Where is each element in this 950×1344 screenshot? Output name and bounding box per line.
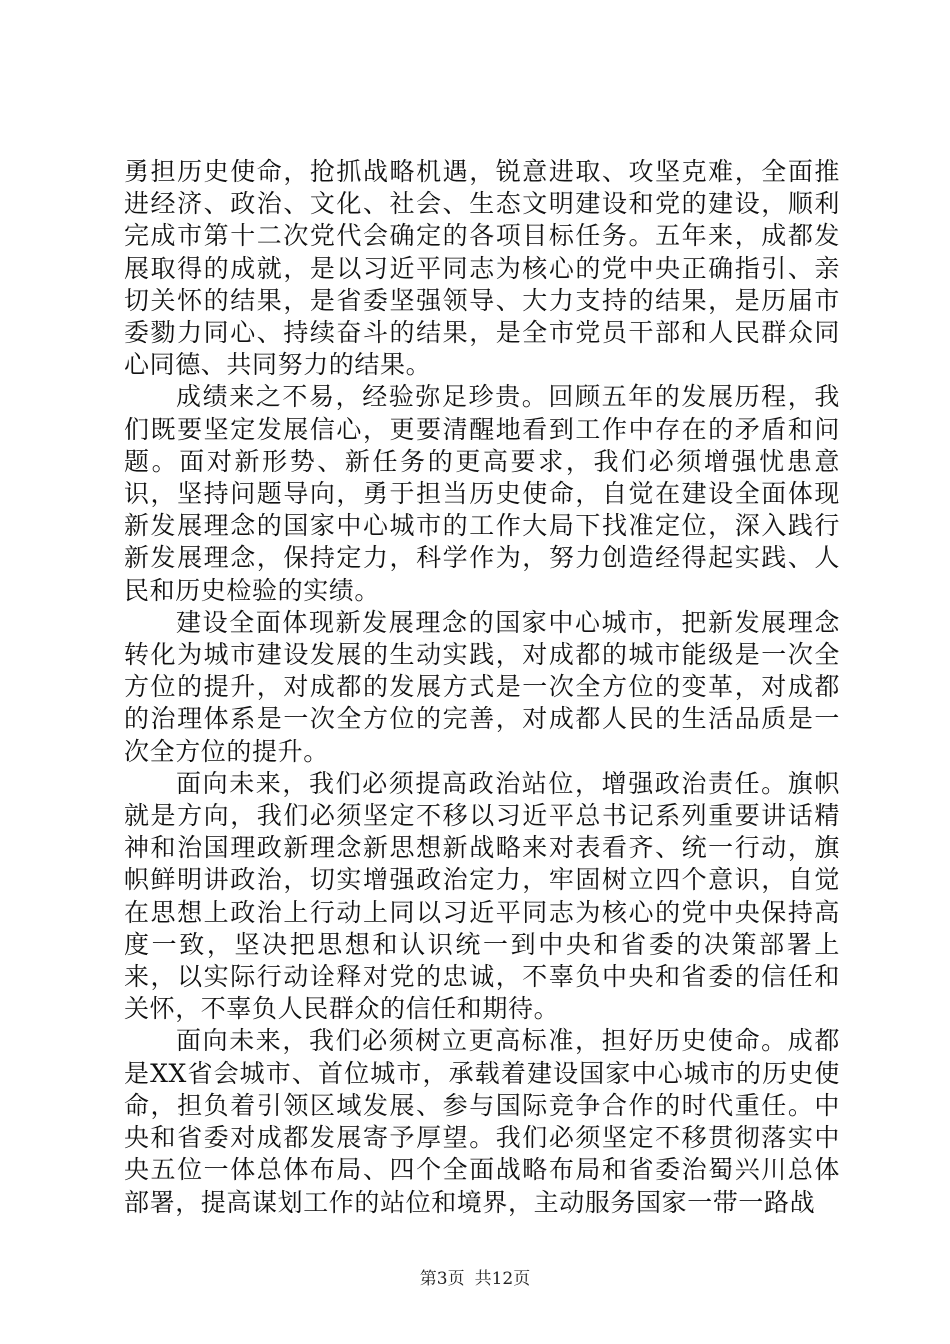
page-number-total: 共12页 xyxy=(474,1269,531,1289)
paragraph-continued: 勇担历史使命，抢抓战略机遇，锐意进取、攻坚克难，全面推进经济、政治、文化、社会、生态文明建设和党的建设，顺利完成市第十二次党代会确定的各项目标任务。五年来，成都发展取得的成就，是以习近平同志为核心的党中央正确指引、亲切关怀的结果，是省委坚强领导、大力支持的结果，是历届市委勠力同心、持续奋斗的结果，是全市党员干部和人民群众同心同德、共同努力的结果。 xyxy=(124,157,840,380)
paragraph: 建设全面体现新发展理念的国家中心城市，把新发展理念转化为城市建设发展的生动实践，对成都的城市能级是一次全方位的提升，对成都的发展方式是一次全方位的变革，对成都的治理体系是一次全方位的完善，对成都人民的生活品质是一次全方位的提升。 xyxy=(124,607,840,766)
paragraph: 面向未来，我们必须提高政治站位，增强政治责任。旗帜就是方向，我们必须坚定不移以习近平总书记系列重要讲话精神和治国理政新理念新思想新战略来对表看齐、统一行动，旗帜鲜明讲政治，切实增强政治定力，牢固树立四个意识，自觉在思想上政治上行动上同以习近平同志为核心的党中央保持高度一致，坚决把思想和认识统一到中央和省委的决策部署上来，以实际行动诠释对党的忠诚，不辜负中央和省委的信任和关怀，不辜负人民群众的信任和期待。 xyxy=(124,768,840,1024)
paragraph: 面向未来，我们必须树立更高标准，担好历史使命。成都是XX省会城市、首位城市，承载着建设国家中心城市的历史使命，担负着引领区域发展、参与国际竞争合作的时代重任。中央和省委对成都发展寄予厚望。我们必须坚定不移贯彻落实中央五位一体总体布局、四个全面战略布局和省委治蜀兴川总体部署，提高谋划工作的站位和境界，主动服务国家一带一路战 xyxy=(124,1026,840,1217)
page-number-current: 第3页 xyxy=(419,1269,465,1289)
paragraph: 成绩来之不易，经验弥足珍贵。回顾五年的发展历程，我们既要坚定发展信心，更要清醒地看到工作中存在的矛盾和问题。面对新形势、新任务的更高要求，我们必须增强忧患意识，坚持问题导向，勇于担当历史使命，自觉在建设全面体现新发展理念的国家中心城市的工作大局下找准定位，深入践行新发展理念，保持定力，科学作为，努力创造经得起实践、人民和历史检验的实绩。 xyxy=(124,382,840,605)
body-text xyxy=(124,156,840,1219)
page-footer xyxy=(0,1264,950,1289)
